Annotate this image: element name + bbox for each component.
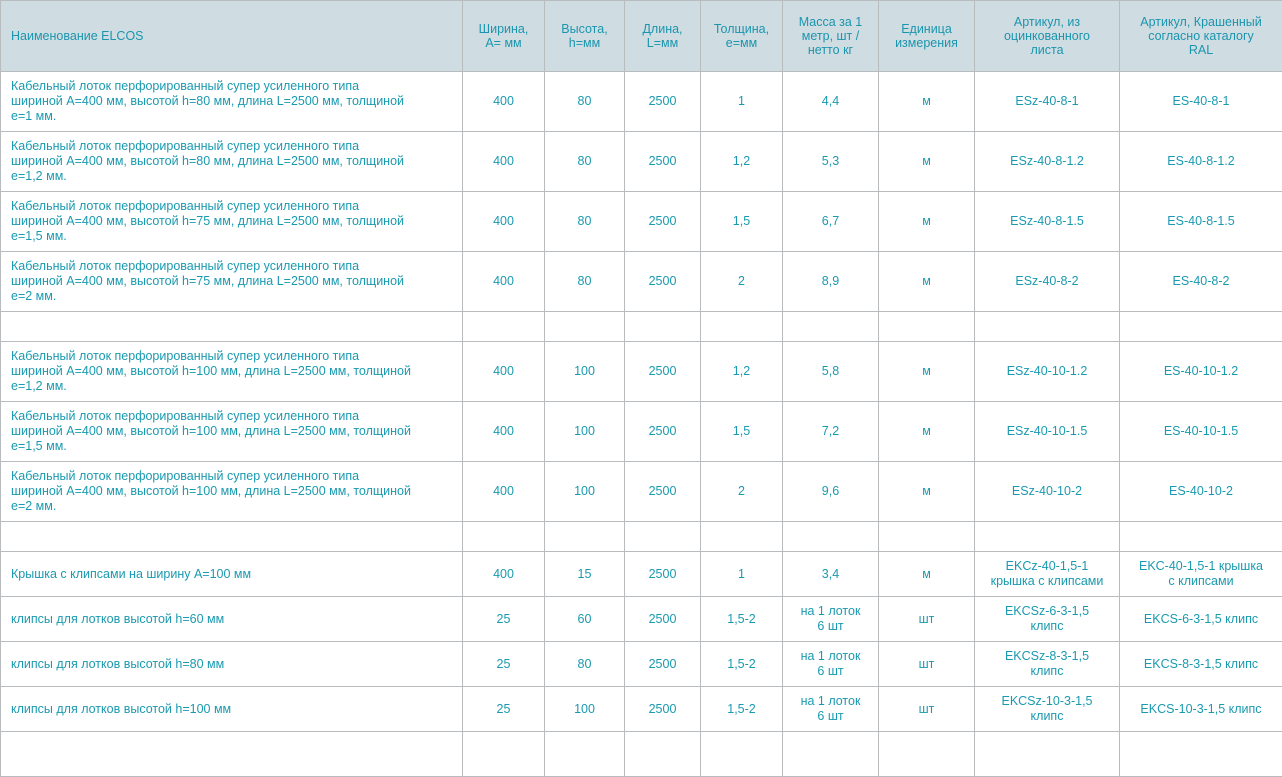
table-row [1, 597, 1282, 642]
cell-article-painted: ES-40-8-2 [1120, 252, 1282, 312]
cell-width: 400 [463, 132, 545, 192]
cell-name: Кабельный лоток перфорированный супер усиленного типа шириной А=400 мм, высотой h=75 мм, длина L=2500 мм, толщиной е=2 мм. [1, 252, 463, 312]
cell-unit: шт [879, 597, 975, 642]
cell-unit: м [879, 342, 975, 402]
cell-unit: м [879, 252, 975, 312]
table-row [1, 192, 1282, 252]
cell-height: 100 [545, 687, 625, 732]
cell-mass: на 1 лоток 6 шт [783, 687, 879, 732]
header-article-galvanized: Артикул, из оцинкованного листа [975, 1, 1120, 72]
cell-article-galvanized: ESz-40-10-2 [975, 462, 1120, 522]
cell-height: 60 [545, 597, 625, 642]
cell-mass: 9,6 [783, 462, 879, 522]
cell-thickness: 2 [701, 252, 783, 312]
cell-length: 2500 [625, 552, 701, 597]
cell-length: 2500 [625, 72, 701, 132]
header-width: Ширина, А= мм [463, 1, 545, 72]
cell-thickness: 1,5-2 [701, 642, 783, 687]
cell-height: 15 [545, 552, 625, 597]
cell-length: 2500 [625, 252, 701, 312]
cell-height: 80 [545, 642, 625, 687]
cell-mass: на 1 лоток 6 шт [783, 597, 879, 642]
cell-width: 400 [463, 72, 545, 132]
cell-thickness: 1 [701, 552, 783, 597]
cell-name: клипсы для лотков высотой h=60 мм [1, 597, 463, 642]
cell-mass: 7,2 [783, 402, 879, 462]
cell-article-painted: ES-40-10-1.5 [1120, 402, 1282, 462]
cell-thickness: 1,2 [701, 342, 783, 402]
cell-article-galvanized: ESz-40-8-1 [975, 72, 1120, 132]
cell-unit: шт [879, 687, 975, 732]
cell-name: клипсы для лотков высотой h=80 мм [1, 642, 463, 687]
cell-name: Кабельный лоток перфорированный супер усиленного типа шириной А=400 мм, высотой h=100 мм, длина L=2500 мм, толщиной е=2 мм. [1, 462, 463, 522]
cell-length: 2500 [625, 462, 701, 522]
cell-thickness: 1,2 [701, 132, 783, 192]
table-row [1, 642, 1282, 687]
cell-width: 25 [463, 687, 545, 732]
cell-mass: 8,9 [783, 252, 879, 312]
header-thickness: Толщина, е=мм [701, 1, 783, 72]
cell-height: 80 [545, 132, 625, 192]
empty-row [1, 522, 1282, 552]
cell-length: 2500 [625, 132, 701, 192]
cell-width: 400 [463, 342, 545, 402]
cell-length: 2500 [625, 642, 701, 687]
cell-unit: м [879, 72, 975, 132]
cell-unit: м [879, 462, 975, 522]
cell-height: 80 [545, 72, 625, 132]
table-row [1, 342, 1282, 402]
cell-height: 100 [545, 342, 625, 402]
cell-article-painted: EKCS-8-3-1,5 клипс [1120, 642, 1282, 687]
cell-article-painted: ES-40-8-1.2 [1120, 132, 1282, 192]
cell-article-painted: EKC-40-1,5-1 крышка с клипсами [1120, 552, 1282, 597]
cell-length: 2500 [625, 597, 701, 642]
cell-mass: 4,4 [783, 72, 879, 132]
cell-width: 400 [463, 192, 545, 252]
cell-article-galvanized: ESz-40-10-1.2 [975, 342, 1120, 402]
cell-article-galvanized: ESz-40-8-2 [975, 252, 1120, 312]
cell-article-galvanized: ESz-40-8-1.5 [975, 192, 1120, 252]
cell-name: Крышка с клипсами на ширину А=100 мм [1, 552, 463, 597]
header-unit: Единица измерения [879, 1, 975, 72]
cell-width: 400 [463, 402, 545, 462]
header-article-painted: Артикул, Крашенный согласно каталогу RAL [1120, 1, 1282, 72]
cell-width: 400 [463, 462, 545, 522]
cell-article-galvanized: ESz-40-10-1.5 [975, 402, 1120, 462]
table-row [1, 552, 1282, 597]
cell-mass: 5,8 [783, 342, 879, 402]
cell-width: 400 [463, 552, 545, 597]
cell-article-painted: EKCS-6-3-1,5 клипс [1120, 597, 1282, 642]
cell-thickness: 1,5 [701, 192, 783, 252]
cell-thickness: 2 [701, 462, 783, 522]
cell-article-galvanized: EKCSz-8-3-1,5 клипс [975, 642, 1120, 687]
cell-unit: м [879, 552, 975, 597]
cell-name: Кабельный лоток перфорированный супер усиленного типа шириной А=400 мм, высотой h=100 мм, длина L=2500 мм, толщиной е=1,5 мм. [1, 402, 463, 462]
cell-height: 80 [545, 252, 625, 312]
cell-mass: 6,7 [783, 192, 879, 252]
cell-length: 2500 [625, 687, 701, 732]
cell-thickness: 1,5 [701, 402, 783, 462]
cell-height: 80 [545, 192, 625, 252]
cell-name: Кабельный лоток перфорированный супер усиленного типа шириной А=400 мм, высотой h=100 мм, длина L=2500 мм, толщиной е=1,2 мм. [1, 342, 463, 402]
cell-article-galvanized: EKCz-40-1,5-1 крышка с клипсами [975, 552, 1120, 597]
cell-height: 100 [545, 462, 625, 522]
cell-length: 2500 [625, 192, 701, 252]
cell-thickness: 1,5-2 [701, 687, 783, 732]
header-length: Длина, L=мм [625, 1, 701, 72]
cell-article-galvanized: EKCSz-6-3-1,5 клипс [975, 597, 1120, 642]
table-row [1, 132, 1282, 192]
table-row [1, 402, 1282, 462]
cell-article-galvanized: EKCSz-10-3-1,5 клипс [975, 687, 1120, 732]
cell-mass: 3,4 [783, 552, 879, 597]
cell-width: 25 [463, 642, 545, 687]
header-name: Наименование ELCOS [1, 1, 463, 72]
cell-unit: м [879, 132, 975, 192]
table-row [1, 687, 1282, 732]
cell-thickness: 1,5-2 [701, 597, 783, 642]
cell-article-painted: ES-40-8-1 [1120, 72, 1282, 132]
cell-article-painted: EKCS-10-3-1,5 клипс [1120, 687, 1282, 732]
table-row [1, 72, 1282, 132]
header-height: Высота, h=мм [545, 1, 625, 72]
cell-unit: м [879, 192, 975, 252]
table-header [1, 1, 1282, 72]
cell-article-painted: ES-40-10-1.2 [1120, 342, 1282, 402]
cell-thickness: 1 [701, 72, 783, 132]
table-body [1, 72, 1282, 777]
cell-name: клипсы для лотков высотой h=100 мм [1, 687, 463, 732]
header-mass: Масса за 1 метр, шт / нетто кг [783, 1, 879, 72]
cell-unit: шт [879, 642, 975, 687]
cell-width: 400 [463, 252, 545, 312]
cell-length: 2500 [625, 402, 701, 462]
table-row [1, 462, 1282, 522]
empty-row [1, 312, 1282, 342]
cell-article-galvanized: ESz-40-8-1.2 [975, 132, 1120, 192]
cell-length: 2500 [625, 342, 701, 402]
cell-article-painted: ES-40-8-1.5 [1120, 192, 1282, 252]
cell-width: 25 [463, 597, 545, 642]
table-row [1, 252, 1282, 312]
cell-name: Кабельный лоток перфорированный супер усиленного типа шириной А=400 мм, высотой h=75 мм, длина L=2500 мм, толщиной е=1,5 мм. [1, 192, 463, 252]
cell-mass: на 1 лоток 6 шт [783, 642, 879, 687]
cell-article-painted: ES-40-10-2 [1120, 462, 1282, 522]
cell-unit: м [879, 402, 975, 462]
cell-name: Кабельный лоток перфорированный супер усиленного типа шириной А=400 мм, высотой h=80 мм, длина L=2500 мм, толщиной е=1,2 мм. [1, 132, 463, 192]
cell-height: 100 [545, 402, 625, 462]
cell-name: Кабельный лоток перфорированный супер усиленного типа шириной А=400 мм, высотой h=80 мм, длина L=2500 мм, толщиной е=1 мм. [1, 72, 463, 132]
empty-row [1, 732, 1282, 777]
cell-mass: 5,3 [783, 132, 879, 192]
